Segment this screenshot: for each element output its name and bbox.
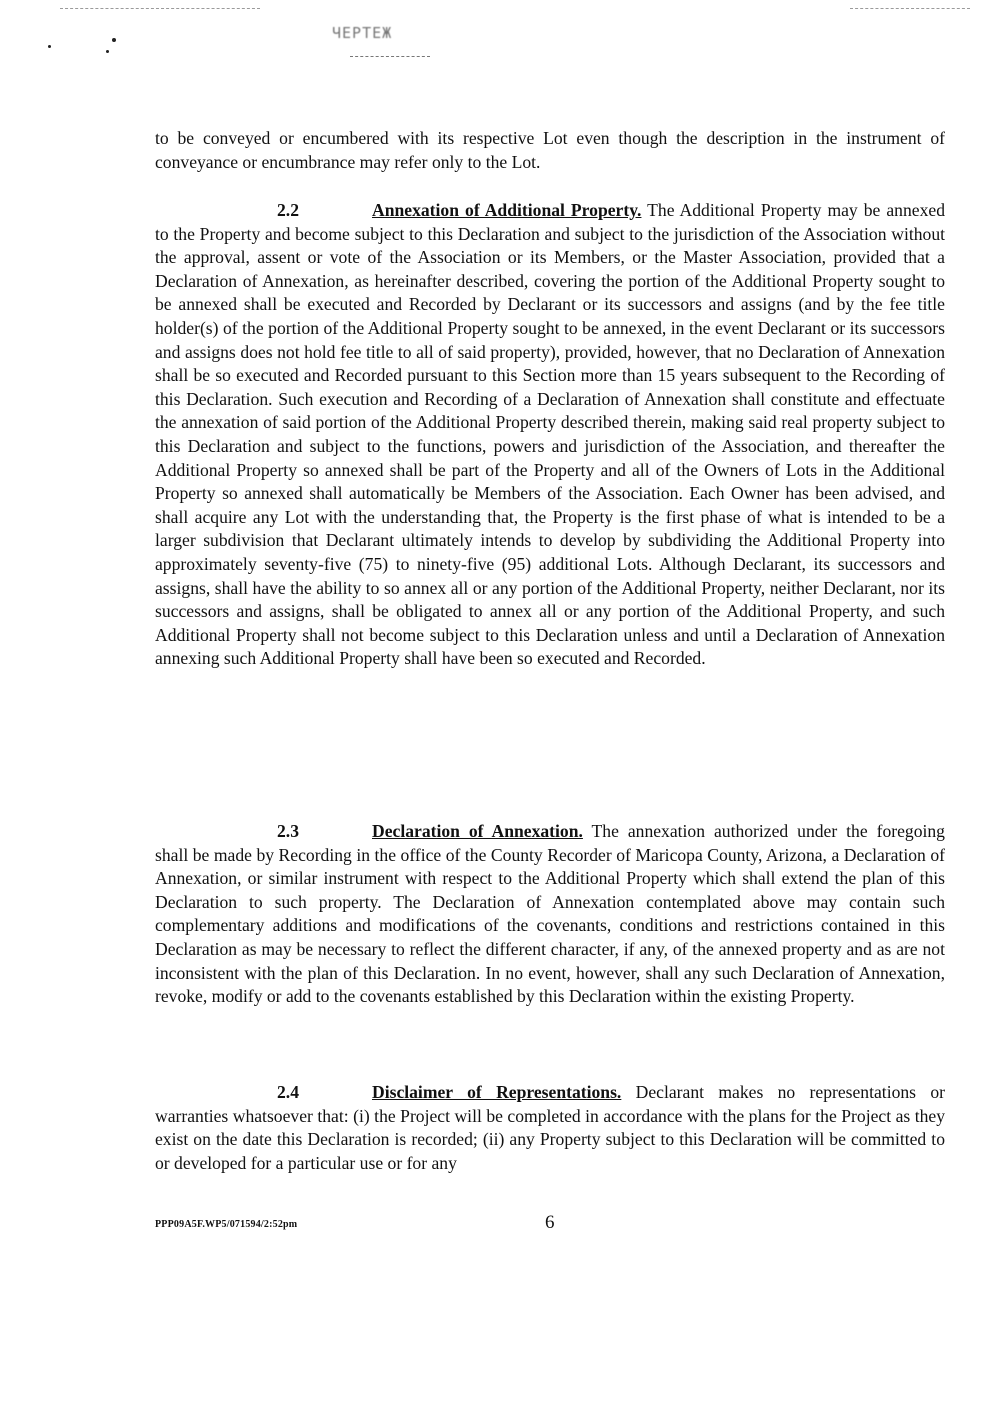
section-body: The annexation authorized under the foregoing shall be made by Recording in the office of the County Recorder of Maricopa County, Arizona, a Declaration of Annexation, or similar instrument with respect to the Additional Property which shall extend the plan of this Declaration to such property. The Declaration of Annexation contemplated above may contain such complementary additions and modifications of the covenants, conditions and restrictions contained in this Declaration as may be necessary to reflect the different character, if any, of the annexed property and as are not inconsistent with the plan of this Declaration. In no event, however, shall any such Declaration of Annexation, revoke, modify or add to the covenants established by this Declaration within the existing Property. [155,821,945,1007]
scan-artifact-line [850,8,970,9]
section-title: Annexation of Additional Property. [372,200,642,220]
scan-speck [106,50,109,53]
page-number: 6 [545,1212,555,1233]
section-2-4 [155,1081,945,1175]
section-title: Declaration of Annexation. [372,821,583,841]
scan-speck [48,45,51,48]
section-number: 2.4 [277,1082,299,1102]
section-title: Disclaimer of Representations. [372,1082,622,1102]
scan-speck [112,38,116,42]
section-body: The Additional Property may be annexed to the Property and become subject to this Declaration and subject to the jurisdiction of the Association without the approval, assent or vote of the Association or its Members, or the Master Association, provided that a Declaration of Annexation, as hereinafter described, covering the portion of the Additional Property sought to be annexed shall be executed and Recorded by Declarant or its successors and assigns (and by the fee title holder(s) of the portion of the Additional Property sought to be annexed, in the event Declarant or its successors and assigns does not hold fee title to all of said property), provided, however, that no Declaration of Annexation shall be so executed and Recorded pursuant to this Section more than 15 years subsequent to the Recording of this Declaration. Such execution and Recording of a Declaration of Annexation shall constitute and effectuate the annexation of said portion of the Additional Property described therein, making said real property subject to this Declaration and subject to the functions, powers and jurisdiction of the Association, and thereafter the Additional Property so annexed shall be part of the Property and all of the Owners of Lots in the Additional Property so annexed shall automatically be Members of the Association. Each Owner has been advised, and shall acquire any Lot with the understanding that, the Property is the first phase of what is intended to be a larger subdivision that Declarant ultimately intends to develop by subdividing the Additional Property into approximately seventy-five (75) to ninety-five (95) additional Lots. Although Declarant, its successors and assigns, shall have the ability to so annex all or any portion of the Additional Property, neither Declarant, nor its successors and assigns, shall be obligated to annex all or any portion of the Additional Property, and such Additional Property shall not become subject to this Declaration unless and until a Declaration of Annexation annexing such Additional Property shall have been so executed and Recorded. [155,200,945,669]
section-number: 2.3 [277,821,299,841]
scan-artifact-line [60,8,260,9]
section-2-2 [155,199,945,671]
scan-artifact-line [350,56,430,57]
section-number: 2.2 [277,200,299,220]
section-2-3 [155,820,945,1009]
scan-stamp: ЧЕРТЕЖ [332,24,393,42]
footer-file-code: PPP09A5F.WP5/071594/2:52pm [155,1219,298,1230]
section-body: Declarant makes no representations or warranties whatsoever that: (i) the Project will be completed in accordance with the plans for the Project as they exist on the date this Declaration is recorded; (ii) any Property subject to this Declaration will be committed to or developed for a particular use or for any [155,1082,945,1173]
intro-paragraph: to be conveyed or encumbered with its respective Lot even though the description in the instrument of conveyance or encumbrance may refer only to the Lot. [155,128,945,172]
